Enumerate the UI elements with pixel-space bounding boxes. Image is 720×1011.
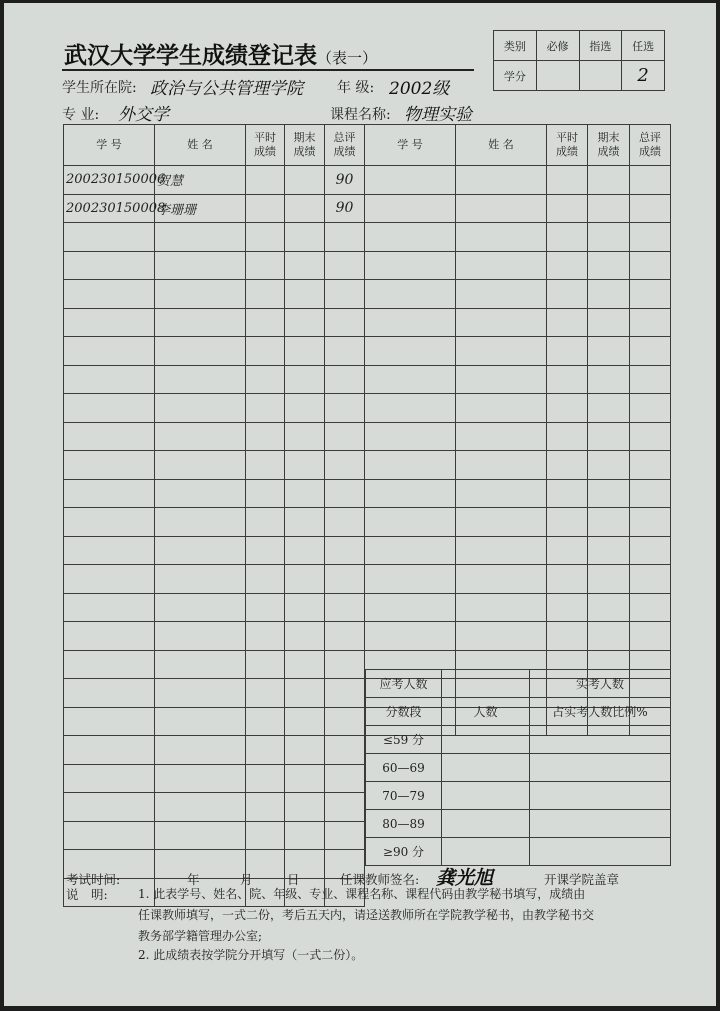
header-student-id-right: 学 号 (365, 125, 456, 166)
cell (285, 508, 325, 537)
header-total-score-text: 总评 成绩 (333, 131, 356, 158)
cell (630, 536, 671, 565)
cell (547, 451, 588, 480)
credit-designated-cell (579, 61, 622, 91)
cell (155, 223, 246, 252)
cell (456, 479, 547, 508)
cell (630, 223, 671, 252)
cell (64, 251, 155, 280)
header-final-score-right (588, 125, 630, 166)
cell (456, 593, 547, 622)
header-regular-score-right-text: 平时 成绩 (556, 131, 578, 158)
type-required: 必修 (536, 31, 579, 61)
cell (325, 308, 365, 337)
note-1-line-1: 1. 此表学号、姓名、院、年级、专业、课程名称、课程代码由教学秘书填写，成绩由 (138, 887, 586, 901)
cell (64, 650, 155, 679)
cell (246, 736, 285, 765)
cell (588, 251, 630, 280)
exam-time-label: 考试时间: (66, 872, 121, 887)
table-row-empty (64, 622, 671, 651)
cell (456, 365, 547, 394)
cell (246, 508, 285, 537)
cell (325, 650, 365, 679)
cell (547, 422, 588, 451)
cell (365, 194, 456, 223)
cell (285, 821, 325, 850)
exam-month-label: 月 (240, 872, 253, 887)
cell (442, 782, 530, 810)
expected-count-label: 应考人数 (366, 670, 442, 698)
type-label: 类别 (494, 31, 537, 61)
table-row (64, 194, 671, 223)
cell (547, 479, 588, 508)
ratio-header: 占实考人数比例% (530, 698, 671, 726)
cell (285, 622, 325, 651)
cell (547, 394, 588, 423)
course-label: 课程名称: (330, 107, 391, 123)
table-row-empty (64, 280, 671, 309)
cell (365, 565, 456, 594)
row-student-id: 200230150006 (64, 166, 155, 195)
cell (285, 422, 325, 451)
cell (530, 782, 671, 810)
cell (588, 280, 630, 309)
cell (547, 593, 588, 622)
cell (456, 422, 547, 451)
cell (155, 508, 246, 537)
cell (630, 565, 671, 594)
cell (325, 536, 365, 565)
cell (456, 508, 547, 537)
table-row-empty (64, 422, 671, 451)
cell (285, 536, 325, 565)
cell (155, 622, 246, 651)
table-row-empty (64, 451, 671, 480)
cell (365, 508, 456, 537)
cell (155, 593, 246, 622)
cell (64, 679, 155, 708)
row-final (285, 194, 325, 223)
cell (365, 622, 456, 651)
cell (365, 308, 456, 337)
table-row-empty (64, 565, 671, 594)
row-total: 90 (325, 166, 365, 195)
count-header: 人数 (442, 698, 530, 726)
cell (456, 194, 547, 223)
cell (456, 308, 547, 337)
cell (588, 166, 630, 195)
cell (64, 536, 155, 565)
major-value: 外交学 (118, 105, 169, 125)
score-distribution-table (365, 669, 671, 866)
grade-value: 2002级 (389, 79, 450, 99)
header-name: 姓 名 (155, 125, 246, 166)
cell (64, 308, 155, 337)
cell (365, 451, 456, 480)
row-name: 李珊珊 (155, 194, 246, 223)
cell (246, 280, 285, 309)
cell (442, 838, 530, 866)
cell (456, 394, 547, 423)
cell (246, 679, 285, 708)
type-designated-elective: 指选 (579, 31, 622, 61)
cell (365, 593, 456, 622)
cell (456, 622, 547, 651)
cell (547, 337, 588, 366)
cell (456, 280, 547, 309)
cell (547, 565, 588, 594)
header-regular-score-right (547, 125, 588, 166)
cell (64, 565, 155, 594)
cell (285, 308, 325, 337)
cell (246, 821, 285, 850)
cell (325, 793, 365, 822)
range-above-90: ≥90 分 (366, 838, 442, 866)
cell (442, 754, 530, 782)
cell (365, 251, 456, 280)
table-row-empty (64, 251, 671, 280)
cell (325, 565, 365, 594)
header-name-right: 姓 名 (456, 125, 547, 166)
header-total-score-right-text: 总评 成绩 (639, 131, 661, 158)
row-total: 90 (325, 194, 365, 223)
cell (64, 508, 155, 537)
form-title-text: 武汉大学学生成绩登记表 (64, 42, 317, 69)
cell (630, 337, 671, 366)
course-value: 物理实验 (404, 105, 472, 125)
range-70-79: 70—79 (366, 782, 442, 810)
header-final-score-right-text: 期末 成绩 (597, 131, 620, 158)
cell (456, 337, 547, 366)
cell (285, 565, 325, 594)
major-label: 专 业: (62, 107, 100, 123)
cell (588, 451, 630, 480)
form-paper (4, 3, 716, 1006)
cell (365, 166, 456, 195)
teacher-signature-label: 任课教师签名: (340, 872, 420, 887)
cell (325, 508, 365, 537)
note-label: 说 明: (66, 887, 108, 902)
cell (325, 223, 365, 252)
cell (246, 536, 285, 565)
cell (588, 593, 630, 622)
cell (630, 394, 671, 423)
cell (325, 479, 365, 508)
table-row-empty (64, 536, 671, 565)
cell (285, 793, 325, 822)
cell (155, 764, 246, 793)
cell (246, 622, 285, 651)
cell (325, 593, 365, 622)
exam-day-label: 日 (287, 872, 300, 887)
cell (630, 251, 671, 280)
cell (64, 821, 155, 850)
expected-count-value (442, 670, 530, 698)
cell (588, 308, 630, 337)
row-name: 贺慧 (155, 166, 246, 195)
cell (325, 365, 365, 394)
cell (588, 223, 630, 252)
header-final-score-text: 期末 成绩 (293, 131, 316, 158)
cell (456, 166, 547, 195)
cell (588, 508, 630, 537)
cell (155, 793, 246, 822)
cell (365, 394, 456, 423)
cell (588, 565, 630, 594)
table-row-empty (64, 365, 671, 394)
cell (246, 394, 285, 423)
cell (442, 810, 530, 838)
cell (155, 536, 246, 565)
table-header-row (64, 125, 671, 166)
cell (155, 365, 246, 394)
cell (64, 394, 155, 423)
cell (325, 622, 365, 651)
cell (325, 736, 365, 765)
credit-required-cell (536, 61, 579, 91)
cell (64, 793, 155, 822)
cell (530, 754, 671, 782)
cell (155, 251, 246, 280)
cell (365, 280, 456, 309)
cell (547, 308, 588, 337)
cell (588, 337, 630, 366)
row-final (285, 166, 325, 195)
cell (64, 451, 155, 480)
cell (456, 451, 547, 480)
cell (246, 479, 285, 508)
table-row-empty (64, 308, 671, 337)
cell (155, 422, 246, 451)
cell (630, 593, 671, 622)
cell (246, 707, 285, 736)
cell (285, 280, 325, 309)
cell (547, 251, 588, 280)
cell (325, 764, 365, 793)
cell (285, 764, 325, 793)
row-regular (246, 194, 285, 223)
cell (285, 251, 325, 280)
type-free-elective: 任选 (622, 31, 665, 61)
exam-year-label: 年 (187, 872, 200, 887)
cell (630, 622, 671, 651)
cell (64, 707, 155, 736)
table-row (64, 166, 671, 195)
cell (246, 337, 285, 366)
college-value: 政治与公共管理学院 (150, 79, 303, 99)
cell (246, 422, 285, 451)
range-header: 分数段 (366, 698, 442, 726)
cell (365, 479, 456, 508)
cell (155, 821, 246, 850)
form-title (64, 37, 377, 70)
range-below-59: ≤59 分 (366, 726, 442, 754)
cell (285, 394, 325, 423)
cell (64, 223, 155, 252)
table-row-empty (64, 337, 671, 366)
cell (64, 479, 155, 508)
title-underline (62, 69, 474, 71)
table-row-empty (64, 394, 671, 423)
cell (588, 365, 630, 394)
cell (285, 479, 325, 508)
cell (547, 508, 588, 537)
cell (530, 726, 671, 754)
cell (325, 707, 365, 736)
cell (630, 479, 671, 508)
cell (630, 422, 671, 451)
cell (246, 308, 285, 337)
cell (630, 365, 671, 394)
cell (246, 650, 285, 679)
cell (588, 394, 630, 423)
credit-label: 学分 (494, 61, 537, 91)
college-stamp-label: 开课学院盖章 (544, 872, 620, 887)
cell (547, 194, 588, 223)
cell (155, 650, 246, 679)
cell (588, 536, 630, 565)
cell (155, 479, 246, 508)
header-total-score (325, 125, 365, 166)
cell (365, 337, 456, 366)
cell (246, 251, 285, 280)
cell (155, 394, 246, 423)
cell (547, 365, 588, 394)
cell (547, 622, 588, 651)
college-label: 学生所在院: (62, 80, 137, 96)
credit-value: 2 (622, 61, 665, 91)
cell (456, 223, 547, 252)
cell (365, 365, 456, 394)
cell (246, 593, 285, 622)
cell (365, 422, 456, 451)
cell (325, 422, 365, 451)
header-final-score (285, 125, 325, 166)
cell (64, 622, 155, 651)
cell (155, 679, 246, 708)
note-1-line-2: 任课教师填写，一式二份，考后五天内，请迳送教师所在学院教学秘书，由教学秘书交 (138, 908, 595, 922)
cell (530, 838, 671, 866)
table-row-empty (64, 479, 671, 508)
cell (285, 707, 325, 736)
cell (155, 565, 246, 594)
cell (155, 280, 246, 309)
header-regular-score-text: 平时 成绩 (254, 131, 276, 158)
cell (456, 536, 547, 565)
cell (64, 593, 155, 622)
cell (285, 679, 325, 708)
cell (530, 810, 671, 838)
cell (246, 223, 285, 252)
course-type-table (493, 30, 665, 91)
cell (630, 508, 671, 537)
range-60-69: 60—69 (366, 754, 442, 782)
cell (64, 736, 155, 765)
cell (547, 223, 588, 252)
cell (456, 251, 547, 280)
cell (442, 726, 530, 754)
row-regular (246, 166, 285, 195)
table-row-empty (64, 593, 671, 622)
cell (155, 308, 246, 337)
table-row-empty (64, 223, 671, 252)
cell (547, 280, 588, 309)
cell (630, 280, 671, 309)
cell (155, 850, 246, 879)
cell (630, 166, 671, 195)
cell (588, 194, 630, 223)
cell (547, 536, 588, 565)
cell (588, 422, 630, 451)
cell (325, 337, 365, 366)
cell (588, 622, 630, 651)
row-student-id: 200230150008 (64, 194, 155, 223)
cell (246, 565, 285, 594)
cell (285, 223, 325, 252)
cell (64, 764, 155, 793)
cell (285, 451, 325, 480)
range-80-89: 80—89 (366, 810, 442, 838)
cell (325, 280, 365, 309)
cell (325, 251, 365, 280)
header-total-score-right (630, 125, 671, 166)
grade-label: 年 级: (337, 80, 375, 96)
cell (155, 337, 246, 366)
cell (325, 394, 365, 423)
cell (64, 365, 155, 394)
cell (325, 451, 365, 480)
cell (246, 365, 285, 394)
cell (365, 223, 456, 252)
cell (246, 451, 285, 480)
cell (246, 764, 285, 793)
cell (630, 194, 671, 223)
cell (155, 707, 246, 736)
cell (588, 479, 630, 508)
cell (64, 422, 155, 451)
cell (64, 280, 155, 309)
form-title-suffix: （表一） (317, 49, 378, 67)
teacher-signature: 龚光旭 (436, 867, 494, 889)
cell (325, 679, 365, 708)
cell (285, 337, 325, 366)
note-2: 2. 此成绩表按学院分开填写（一式二份）。 (138, 948, 364, 962)
header-student-id: 学 号 (64, 125, 155, 166)
cell (246, 793, 285, 822)
cell (456, 565, 547, 594)
actual-count-label: 实考人数 (530, 670, 671, 698)
table-row-empty (64, 508, 671, 537)
cell (285, 650, 325, 679)
cell (155, 736, 246, 765)
cell (64, 337, 155, 366)
cell (547, 166, 588, 195)
cell (285, 593, 325, 622)
cell (285, 365, 325, 394)
header-regular-score (246, 125, 285, 166)
cell (285, 736, 325, 765)
cell (365, 536, 456, 565)
note-1-line-3: 教务部学籍管理办公室; (138, 929, 263, 943)
cell (325, 821, 365, 850)
cell (630, 308, 671, 337)
cell (155, 451, 246, 480)
cell (630, 451, 671, 480)
